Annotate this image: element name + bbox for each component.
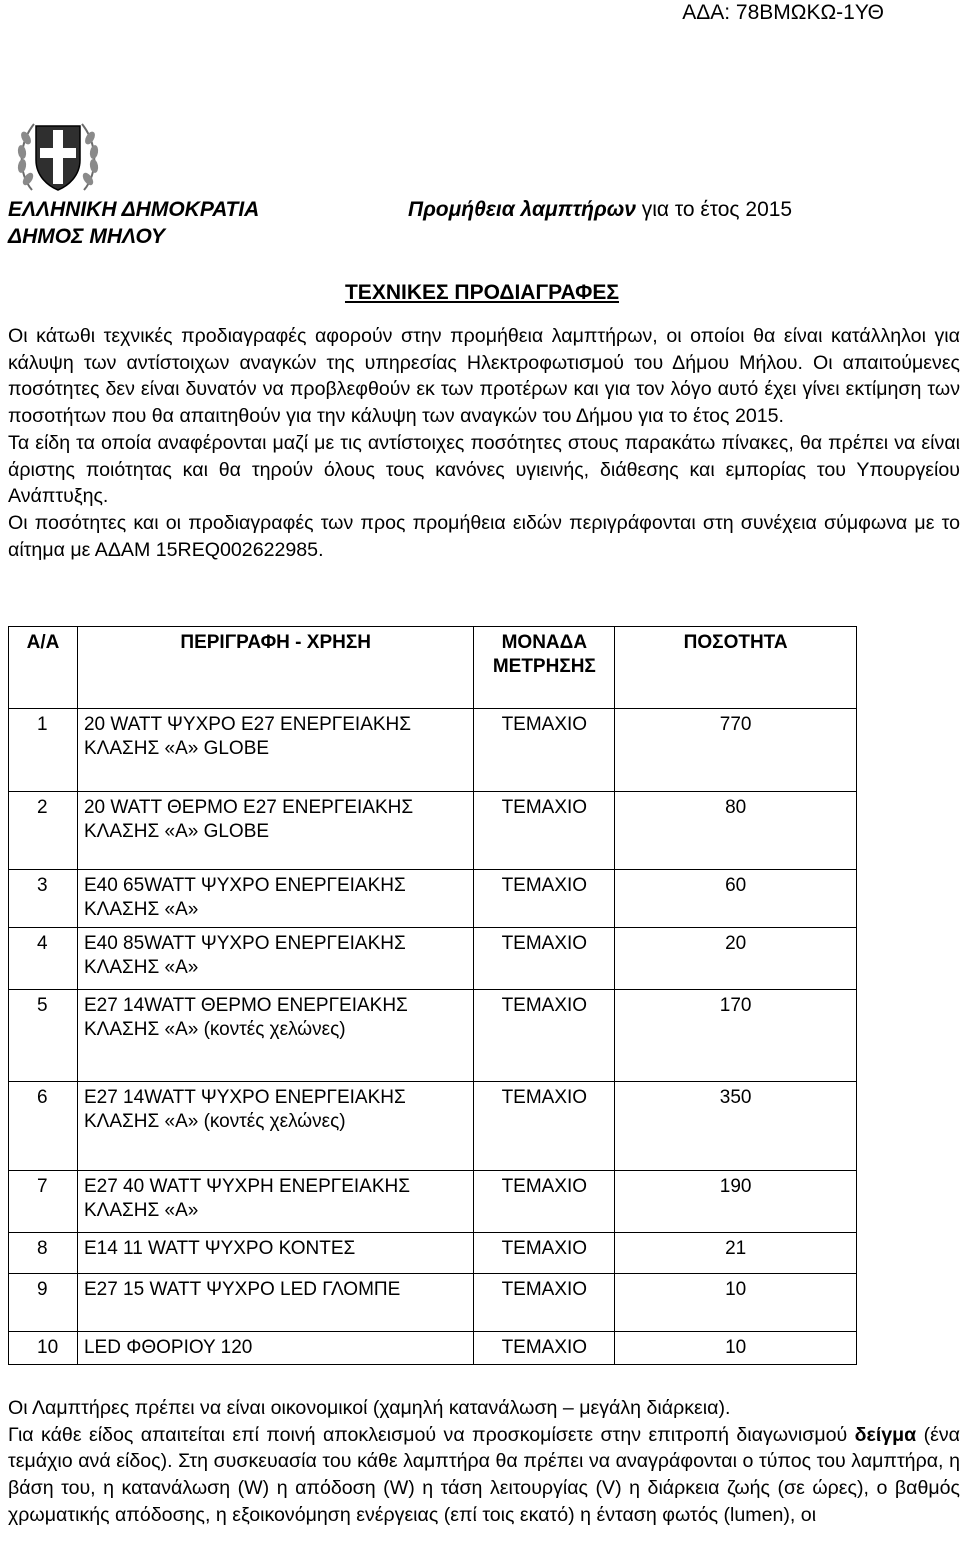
footer-p2-end: (ένα τεμάχιο ανά είδος). Στη συσκευασία του κάθε λαμπτήρα θα πρέπει να αναγράφονται ο τύπος του λαμπτήρα, η βάση του, η κατανάλωση (W) η απόδοση (W) η τάση λειτουργίας (V) η διάρκεια ζωής (σε ώρες), ο βαθμός χρωματικής απόδοσης, η εξοικονόμηση ενέργειας (επί τοις εκατό) η ένταση φωτός (lumen), οι — [8, 1423, 960, 1526]
row-description: Ε40 85WATT ΨΥΧΡΟ ΕΝΕΡΓΕΙΑΚΗΣ ΚΛΑΣΗΣ «Α» — [77, 928, 473, 990]
row-description: LED ΦΘΟΡΙΟΥ 120 — [77, 1332, 473, 1365]
intro-paragraph-2: Τα είδη τα οποία αναφέρονται μαζί με τις αντίστοιχες ποσότητες στους παρακάτω πίνακες, θα πρέπει να είναι άριστης ποιότητας και θα τηρούν όλους τους κανόνες υγιεινής, διάθεσης και εμπορίας του Υπουργείου Ανάπτυξης. — [8, 431, 960, 508]
row-unit: ΤΕΜΑΧΙΟ — [474, 990, 615, 1082]
header-unit: ΜΟΝΑΔΑ ΜΕΤΡΗΣΗΣ — [474, 627, 615, 709]
row-aa: 8 — [9, 1233, 78, 1274]
table-row — [9, 709, 857, 792]
row-aa: 7 — [9, 1171, 78, 1233]
table-row — [9, 928, 857, 990]
footer-p2-bold: δείγμα — [854, 1423, 917, 1446]
intro-paragraph-3: Οι ποσότητες και οι προδιαγραφές των προς προμήθεια ειδών περιγράφονται στη συνέχεια σύμφωνα με το αίτημα με ΑΔΑΜ 15REQ002622985. — [8, 511, 960, 561]
row-quantity: 21 — [615, 1233, 857, 1274]
row-description: Ε40 65WATT ΨΥΧΡΟ ΕΝΕΡΓΕΙΑΚΗΣ ΚΛΑΣΗΣ «Α» — [77, 870, 473, 928]
row-unit: ΤΕΜΑΧΙΟ — [474, 1082, 615, 1171]
row-aa: 1 — [9, 709, 78, 792]
row-unit: ΤΕΜΑΧΙΟ — [474, 1332, 615, 1365]
row-quantity: 80 — [615, 792, 857, 870]
table-row — [9, 1082, 857, 1171]
table-row — [9, 1332, 857, 1365]
header-aa: Α/Α — [9, 627, 78, 709]
row-description: Ε14 11 WATT ΨΥΧΡΟ ΚΟΝΤΕΣ — [77, 1233, 473, 1274]
row-quantity: 10 — [615, 1332, 857, 1365]
row-description: Ε27 14WATT ΘΕΡΜΟ ΕΝΕΡΓΕΙΑΚΗΣ ΚΛΑΣΗΣ «Α» (κοντές χελώνες) — [77, 990, 473, 1082]
row-description: Ε27 40 WATT ΨΥΧΡΗ ΕΝΕΡΓΕΙΑΚΗΣ ΚΛΑΣΗΣ «Α» — [77, 1171, 473, 1233]
row-aa: 9 — [9, 1274, 78, 1332]
issuer-country: ΕΛΛΗΝΙΚΗ ΔΗΜΟΚΡΑΤΙΑ — [8, 198, 260, 221]
specifications-table — [8, 626, 857, 1365]
table-row — [9, 792, 857, 870]
row-description: Ε27 14WATT ΨΥΧΡΟ ΕΝΕΡΓΕΙΑΚΗΣ ΚΛΑΣΗΣ «Α» (κοντές χελώνες) — [77, 1082, 473, 1171]
row-unit: ΤΕΜΑΧΙΟ — [474, 709, 615, 792]
row-quantity: 20 — [615, 928, 857, 990]
issuer-municipality: ΔΗΜΟΣ ΜΗΛΟΥ — [8, 225, 166, 248]
footer-p2-start: Για κάθε είδος απαιτείται επί ποινή αποκλεισμού να προσκομίσετε στην επιτροπή διαγωνισμού — [8, 1423, 855, 1446]
table-row — [9, 1274, 857, 1332]
row-quantity: 350 — [615, 1082, 857, 1171]
document-subject — [408, 196, 792, 223]
header-quantity: ΠΟΣΟΤΗΤΑ — [615, 627, 857, 709]
row-description: Ε27 15 WATT ΨΥΧΡΟ LED ΓΛΟΜΠΕ — [77, 1274, 473, 1332]
footer-text — [8, 1395, 960, 1529]
row-aa: 10 — [9, 1332, 78, 1365]
row-aa: 3 — [9, 870, 78, 928]
row-quantity: 10 — [615, 1274, 857, 1332]
intro-text — [8, 323, 960, 563]
greek-coat-of-arms-icon — [12, 108, 104, 200]
table-row — [9, 990, 857, 1082]
row-unit: ΤΕΜΑΧΙΟ — [474, 928, 615, 990]
subject-rest: για το έτος 2015 — [635, 198, 793, 221]
row-quantity: 170 — [615, 990, 857, 1082]
header-description: ΠΕΡΙΓΡΑΦΗ - ΧΡΗΣΗ — [77, 627, 473, 709]
ada-code: ΑΔΑ: 78ΒΜΩΚΩ-1ΥΘ — [682, 1, 884, 24]
row-quantity: 770 — [615, 709, 857, 792]
row-unit: ΤΕΜΑΧΙΟ — [474, 1233, 615, 1274]
table-row — [9, 870, 857, 928]
row-aa: 5 — [9, 990, 78, 1082]
row-description: 20 WATT ΨΥΧΡΟ Ε27 ΕΝΕΡΓΕΙΑΚΗΣ ΚΛΑΣΗΣ «Α» GLOBE — [77, 709, 473, 792]
row-aa: 6 — [9, 1082, 78, 1171]
row-quantity: 60 — [615, 870, 857, 928]
footer-line-1: Οι Λαμπτήρες πρέπει να είναι οικονομικοί (χαμηλή κατανάλωση – μεγάλη διάρκεια). — [8, 1397, 731, 1419]
row-quantity: 190 — [615, 1171, 857, 1233]
row-aa: 2 — [9, 792, 78, 870]
row-unit: ΤΕΜΑΧΙΟ — [474, 870, 615, 928]
subject-bold: Προμήθεια λαμπτήρων — [408, 198, 636, 221]
row-aa: 4 — [9, 928, 78, 990]
row-unit: ΤΕΜΑΧΙΟ — [474, 1274, 615, 1332]
table-row — [9, 1171, 857, 1233]
table-row — [9, 1233, 857, 1274]
row-unit: ΤΕΜΑΧΙΟ — [474, 1171, 615, 1233]
page-title: ΤΕΧΝΙΚΕΣ ΠΡΟΔΙΑΓΡΑΦΕΣ — [344, 281, 619, 304]
row-description: 20 WATT ΘΕΡΜΟ Ε27 ΕΝΕΡΓΕΙΑΚΗΣ ΚΛΑΣΗΣ «Α» GLOBE — [77, 792, 473, 870]
table-header-row — [9, 627, 857, 709]
issuer-block — [8, 196, 259, 250]
row-unit: ΤΕΜΑΧΙΟ — [474, 792, 615, 870]
intro-paragraph-1: Οι κάτωθι τεχνικές προδιαγραφές αφορούν στην προμήθεια λαμπτήρων, οι οποίοι θα είναι κατάλληλοι για κάλυψη των αντίστοιχων αναγκών της υπηρεσίας Ηλεκτροφωτισμού του Δήμου Μήλου. Οι απαιτούμενες ποσότητες δεν είναι δυνατόν να προβλεφθούν εκ των προτέρων και για τον λόγο αυτό έχει γίνει εκτίμηση των ποσοτήτων που θα απαιτηθούν για την κάλυψη των αναγκών του Δήμου για το έτος 2015. — [8, 325, 960, 428]
footer-paragraph-2 — [8, 1422, 960, 1529]
